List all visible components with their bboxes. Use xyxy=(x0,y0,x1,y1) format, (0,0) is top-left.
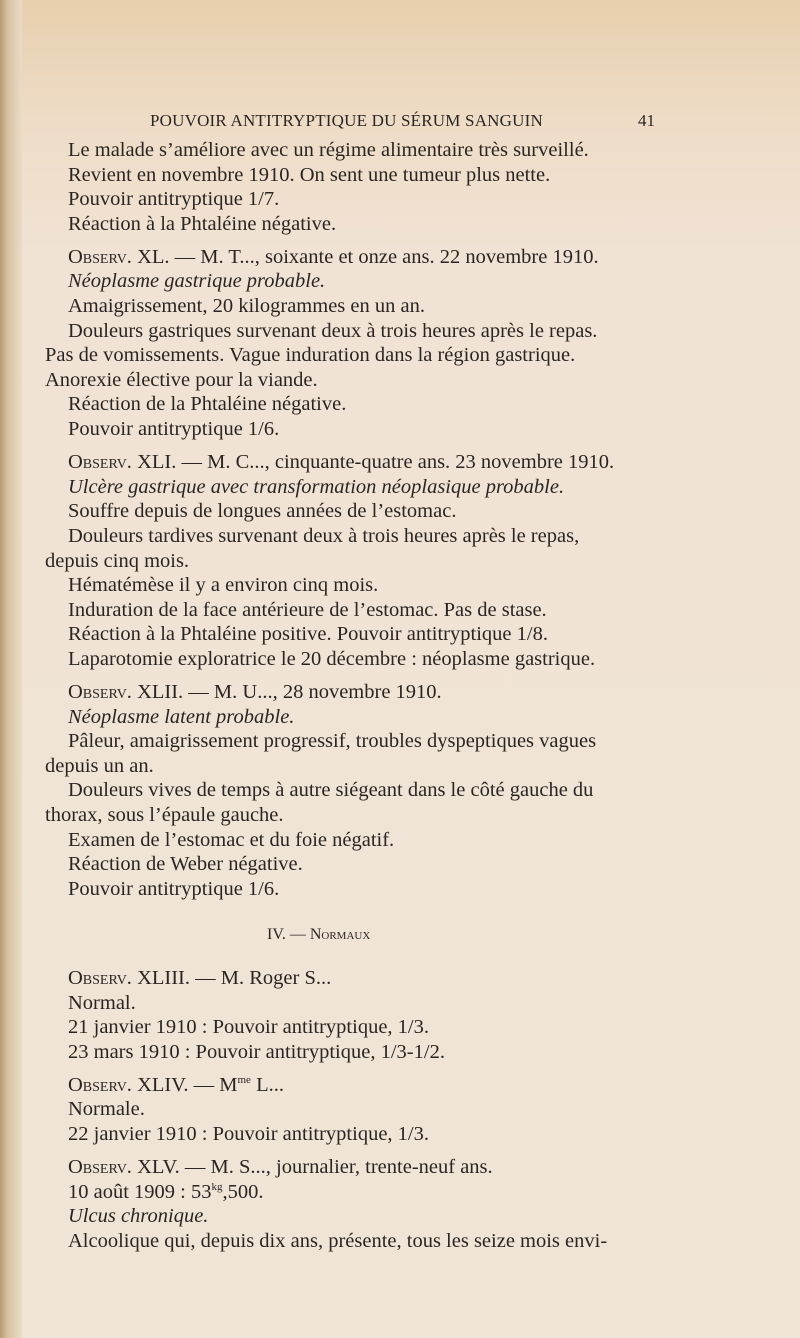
text-line: Pouvoir antitryptique 1/7. xyxy=(68,188,280,211)
observ-label: Observ. xyxy=(68,1073,132,1096)
weight-date: 10 août 1909 : 53 xyxy=(68,1180,212,1203)
text-line: 23 mars 1910 : Pouvoir antitryptique, 1/3-1/2. xyxy=(68,1040,445,1063)
page-number: 41 xyxy=(638,111,655,130)
observ-label: Observ. xyxy=(68,245,132,268)
weight-value: ,500. xyxy=(222,1180,264,1203)
observation-heading xyxy=(45,1073,665,1098)
heading-text: L... xyxy=(250,1073,284,1096)
observation-heading xyxy=(45,245,665,270)
text-line: Hématémèse il y a environ cinq mois. xyxy=(68,574,379,597)
text-line xyxy=(45,1180,665,1205)
text-line: Douleurs gastriques survenant deux à trois heures après le repas. xyxy=(68,319,598,342)
diagnosis: Néoplasme gastrique probable. xyxy=(68,270,326,293)
observation-heading xyxy=(45,966,665,991)
text-line: Réaction à la Phtaléine négative. xyxy=(68,212,337,235)
text-line: Normale. xyxy=(68,1098,145,1121)
text-line: Douleurs vives de temps à autre siégeant dans le côté gauche du xyxy=(68,779,594,802)
diagnosis: Ulcère gastrique avec transformation néoplasique probable. xyxy=(68,475,565,498)
text-line: Réaction de la Phtaléine négative. xyxy=(68,393,347,416)
section-number: IV. — xyxy=(267,926,306,944)
section-heading xyxy=(45,923,665,948)
diagnosis: Néoplasme latent probable. xyxy=(68,705,295,728)
observation-heading xyxy=(45,450,665,475)
text-line: depuis un an. xyxy=(45,754,154,777)
running-header: POUVOIR ANTITRYPTIQUE DU SÉRUM SANGUIN xyxy=(150,111,543,130)
text-line: Pâleur, amaigrissement progressif, troubles dyspeptiques vagues xyxy=(68,730,597,753)
text-line: Pas de vomissements. Vague induration dans la région gastrique. xyxy=(45,344,576,367)
text-line: Anorexie élective pour la viande. xyxy=(45,368,318,391)
text-line: Revient en novembre 1910. On sent une tumeur plus nette. xyxy=(68,163,551,186)
heading-text: XLIII. — M. Roger S... xyxy=(137,966,332,989)
observ-label: Observ. xyxy=(68,451,132,474)
text-line: Induration de la face antérieure de l’estomac. Pas de stase. xyxy=(68,598,547,621)
observ-label: Observ. xyxy=(68,680,132,703)
observ-label: Observ. xyxy=(68,1156,132,1179)
text-line: 22 janvier 1910 : Pouvoir antitryptique, 1/3. xyxy=(68,1122,429,1145)
text-line: Réaction de Weber négative. xyxy=(68,853,303,876)
page-binding-edge xyxy=(0,0,22,1338)
text-line: Amaigrissement, 20 kilogrammes en un an. xyxy=(68,295,425,318)
observ-label: Observ. xyxy=(68,966,132,989)
observation-heading xyxy=(45,680,665,705)
text-line: thorax, sous l’épaule gauche. xyxy=(45,803,284,826)
text-line: Souffre depuis de longues années de l’estomac. xyxy=(68,500,457,523)
text-line: Laparotomie exploratrice le 20 décembre : néoplasme gastrique. xyxy=(68,647,596,670)
superscript: me xyxy=(237,1073,251,1086)
observation-heading xyxy=(45,1155,665,1180)
heading-text: XLI. — M. C..., cinquante-quatre ans. 23 novembre 1910. xyxy=(137,451,615,474)
text-line: Pouvoir antitryptique 1/6. xyxy=(68,418,280,441)
text-line: depuis cinq mois. xyxy=(45,549,190,572)
text-line: Alcoolique qui, depuis dix ans, présente, tous les seize mois envi- xyxy=(68,1229,608,1252)
text-line: 21 janvier 1910 : Pouvoir antitryptique, 1/3. xyxy=(68,1016,429,1039)
text-line: Réaction à la Phtaléine positive. Pouvoir antitryptique 1/8. xyxy=(68,623,548,646)
section-title: Normaux xyxy=(309,926,371,944)
heading-text: XL. — M. T..., soixante et onze ans. 22 novembre 1910. xyxy=(137,245,599,268)
diagnosis: Ulcus chronique. xyxy=(68,1205,209,1228)
heading-text: XLIV. — M xyxy=(137,1073,238,1096)
heading-text: XLV. — M. S..., journalier, trente-neuf ans. xyxy=(137,1156,493,1179)
text-line: Douleurs tardives survenant deux à trois heures après le repas, xyxy=(68,524,580,547)
superscript: kg xyxy=(211,1180,223,1193)
text-line: Normal. xyxy=(68,991,136,1014)
page-body xyxy=(45,138,665,1253)
text-line: Examen de l’estomac et du foie négatif. xyxy=(68,828,395,851)
text-line: Pouvoir antitryptique 1/6. xyxy=(68,877,280,900)
heading-text: XLII. — M. U..., 28 novembre 1910. xyxy=(137,680,442,703)
text-line: Le malade s’améliore avec un régime alimentaire très surveillé. xyxy=(68,139,589,161)
